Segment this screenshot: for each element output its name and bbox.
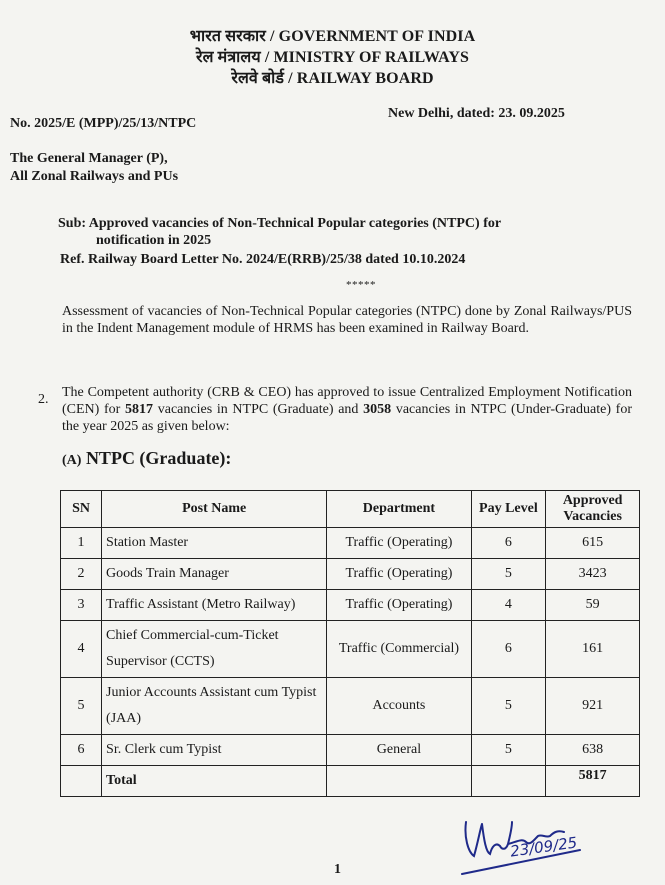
cell-post-name: Station Master (102, 528, 327, 559)
cell-sn-empty (61, 766, 102, 797)
cell-pay-level: 6 (471, 528, 546, 559)
cell-sn: 3 (61, 590, 102, 621)
paragraph-2 (62, 384, 632, 435)
letterhead-government: भारत सरकार / GOVERNMENT OF INDIA (189, 28, 476, 45)
cell-vacancies: 615 (546, 528, 640, 559)
header-post-name: Post Name (102, 491, 327, 528)
table-header-row (61, 491, 640, 528)
table-row (61, 528, 640, 559)
paragraph-1: Assessment of vacancies of Non-Technical Popular categories (NTPC) done by Zonal Railways/PUS in the Indent Management module of HRMS has been examined in Railway Board. (62, 304, 632, 336)
cell-post-name: Chief Commercial-cum-Ticket Supervisor (CCTS) (102, 621, 327, 678)
cell-pay-level: 4 (471, 590, 546, 621)
table-row (61, 590, 640, 621)
addressee-line-1: The General Manager (P), (10, 151, 168, 166)
cell-sn: 1 (61, 528, 102, 559)
cell-sn: 6 (61, 735, 102, 766)
section-heading (62, 448, 231, 469)
addressee-line-2: All Zonal Railways and PUs (10, 169, 179, 184)
cell-post-name: Junior Accounts Assistant cum Typist (JAA) (102, 678, 327, 735)
header-department: Department (327, 491, 471, 528)
paragraph-2-number: 2. (38, 392, 49, 407)
table-row (61, 559, 640, 590)
header-pay-level: Pay Level (471, 491, 546, 528)
cell-department: Traffic (Commercial) (327, 621, 471, 678)
header-sn: SN (61, 491, 102, 528)
cell-post-name: Goods Train Manager (102, 559, 327, 590)
vacancy-table (60, 490, 640, 797)
cell-vacancies: 638 (546, 735, 640, 766)
separator-stars: ***** (346, 279, 376, 291)
cell-post-name: Sr. Clerk cum Typist (102, 735, 327, 766)
table-row (61, 621, 640, 678)
letterhead (0, 26, 665, 89)
cell-department: Traffic (Operating) (327, 559, 471, 590)
page-number: 1 (334, 862, 341, 877)
total-value: 5817 (546, 766, 640, 797)
cell-department: General (327, 735, 471, 766)
cell-sn: 4 (61, 621, 102, 678)
cell-pay-empty (471, 766, 546, 797)
subject-line-1: Sub: Approved vacancies of Non-Technical Popular categories (NTPC) for (58, 216, 502, 231)
total-label: Total (102, 766, 327, 797)
subject (58, 215, 618, 249)
cell-sn: 5 (61, 678, 102, 735)
graduate-vacancy-count: 5817 (125, 402, 154, 417)
cell-pay-level: 5 (471, 735, 546, 766)
cell-pay-level: 5 (471, 678, 546, 735)
table-row (61, 735, 640, 766)
letter-number: No. 2025/E (MPP)/25/13/NTPC (10, 116, 197, 131)
addressee (10, 150, 178, 186)
header-approved-vacancies: Approved Vacancies (546, 491, 640, 528)
cell-sn: 2 (61, 559, 102, 590)
cell-vacancies: 59 (546, 590, 640, 621)
undergraduate-vacancy-count: 3058 (363, 402, 392, 417)
cell-vacancies: 3423 (546, 559, 640, 590)
letterhead-ministry: रेल मंत्रालय / MINISTRY OF RAILWAYS (195, 49, 470, 66)
paragraph-2-text-c: vacancies in NTPC (Under-Graduate) for the year 2025 as given below: (62, 402, 633, 434)
table-row (61, 678, 640, 735)
paragraph-2-text-a: The Competent authority (CRB & CEO) has approved to issue Centralized Employment Notification (CEN) for (62, 385, 632, 417)
cell-department: Accounts (327, 678, 471, 735)
cell-post-name: Traffic Assistant (Metro Railway) (102, 590, 327, 621)
paragraph-2-text-b: vacancies in NTPC (Graduate) and (153, 402, 364, 417)
section-title: NTPC (Graduate): (85, 448, 232, 468)
section-prefix: (A) (62, 453, 82, 468)
cell-pay-level: 5 (471, 559, 546, 590)
place-and-date: New Delhi, dated: 23. 09.2025 (388, 106, 565, 121)
cell-pay-level: 6 (471, 621, 546, 678)
cell-vacancies: 921 (546, 678, 640, 735)
signature-date: 23/09/25 (509, 833, 579, 861)
cell-department-empty (327, 766, 471, 797)
subject-line-2: notification in 2025 (96, 233, 212, 248)
cell-department: Traffic (Operating) (327, 528, 471, 559)
reference-letter: Ref. Railway Board Letter No. 2024/E(RRB)/25/38 dated 10.10.2024 (60, 252, 466, 267)
cell-vacancies: 161 (546, 621, 640, 678)
table-total-row (61, 766, 640, 797)
cell-department: Traffic (Operating) (327, 590, 471, 621)
letterhead-board: रेलवे बोर्ड / RAILWAY BOARD (231, 70, 434, 87)
